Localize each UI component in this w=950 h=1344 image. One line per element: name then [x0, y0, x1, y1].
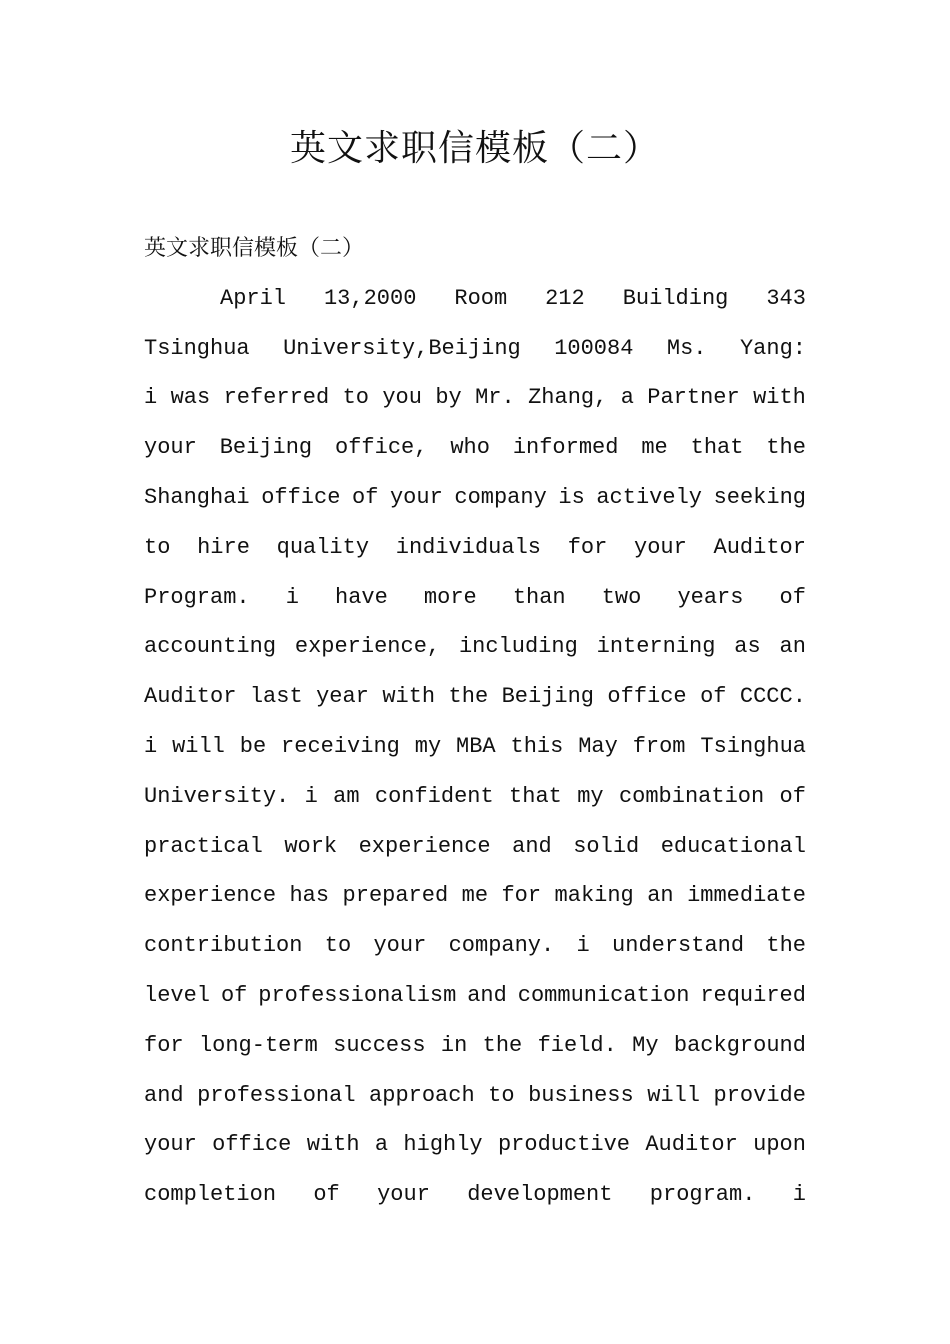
- word: individuals: [395, 534, 541, 560]
- word: to: [144, 534, 171, 560]
- word: quality: [276, 534, 370, 560]
- word: receiving: [281, 733, 400, 759]
- word: practical: [144, 833, 263, 859]
- text-line: [144, 324, 806, 374]
- word: contribution: [144, 933, 303, 959]
- word: 212: [545, 285, 585, 311]
- word: University,Beijing: [283, 335, 521, 361]
- word: with: [306, 1132, 360, 1158]
- word: for: [567, 534, 608, 560]
- text-line: [144, 423, 806, 473]
- word: for: [144, 1032, 184, 1058]
- word: your: [373, 933, 427, 959]
- word: a: [620, 385, 634, 411]
- text-line: [144, 523, 806, 573]
- word: am: [333, 783, 360, 809]
- word: i: [285, 584, 299, 610]
- word: Yang:: [739, 335, 806, 361]
- text-line: [144, 971, 806, 1021]
- word: the: [448, 684, 489, 710]
- word: me: [461, 883, 489, 909]
- text-line: [144, 871, 806, 921]
- text-line: [144, 921, 806, 971]
- word: success: [333, 1032, 426, 1058]
- word: i: [792, 1182, 806, 1208]
- word: office: [261, 484, 341, 510]
- word: solid: [573, 833, 640, 859]
- word: who: [450, 435, 490, 461]
- word: office,: [335, 435, 428, 461]
- word: upon: [753, 1132, 806, 1158]
- word: referred: [223, 385, 330, 411]
- word: informed: [512, 435, 619, 461]
- word: required: [700, 982, 806, 1008]
- word: background: [673, 1032, 806, 1058]
- letter-body: [144, 224, 806, 1220]
- word: approach: [369, 1082, 475, 1108]
- word: my: [414, 733, 442, 759]
- word: your: [377, 1182, 430, 1208]
- word: for: [501, 883, 542, 909]
- word: including: [458, 634, 578, 660]
- word: and: [467, 982, 507, 1008]
- word: professional: [197, 1082, 356, 1108]
- word: development: [467, 1182, 613, 1208]
- word: Auditor: [645, 1132, 738, 1158]
- word: with: [382, 684, 436, 710]
- word: Ms.: [666, 335, 707, 361]
- text-line: [144, 822, 806, 872]
- word: me: [641, 435, 668, 461]
- word: experience: [358, 833, 491, 859]
- word: of: [779, 783, 806, 809]
- word: Mr.: [475, 385, 515, 411]
- word: Shanghai: [144, 484, 250, 510]
- word: this: [510, 733, 564, 759]
- word: year: [316, 684, 369, 710]
- word: accounting: [144, 634, 277, 660]
- word: the: [766, 435, 806, 461]
- word: Auditor: [713, 534, 806, 560]
- word: 100084: [554, 335, 634, 361]
- word: your: [144, 435, 197, 461]
- word: educational: [660, 833, 806, 859]
- word: was: [170, 385, 211, 411]
- word: will: [647, 1082, 701, 1108]
- word: from: [632, 733, 686, 759]
- word: experience: [144, 883, 277, 909]
- word: i: [144, 385, 158, 411]
- word: interning: [596, 634, 716, 660]
- word: Zhang,: [528, 385, 608, 411]
- word: and: [512, 833, 552, 859]
- word: confident: [374, 783, 494, 809]
- text-line: [144, 1170, 806, 1220]
- text-line: [144, 573, 806, 623]
- word: making: [554, 883, 634, 909]
- word: your: [144, 1132, 197, 1158]
- word: of: [352, 484, 379, 510]
- word: you: [382, 385, 422, 411]
- text-line: [144, 772, 806, 822]
- word: that: [509, 783, 562, 809]
- word: completion: [144, 1182, 277, 1208]
- text-line: [144, 1021, 806, 1071]
- word: years: [677, 584, 744, 610]
- word: with: [753, 385, 806, 411]
- word: field.: [537, 1032, 617, 1058]
- word: hire: [197, 534, 250, 560]
- word: your: [634, 534, 687, 560]
- word: in: [440, 1032, 468, 1058]
- word: of: [700, 684, 727, 710]
- text-line: [144, 672, 806, 722]
- word: immediate: [687, 883, 806, 909]
- word: work: [284, 833, 338, 859]
- word: communication: [517, 982, 690, 1008]
- word: Room: [454, 285, 508, 311]
- word: company.: [448, 933, 555, 959]
- word: to: [488, 1082, 515, 1108]
- text-line: [144, 1071, 806, 1121]
- word: 13,2000: [323, 285, 417, 311]
- word: have: [335, 584, 388, 610]
- word: Tsinghua: [144, 335, 250, 361]
- document-subtitle: 英文求职信模板（二）: [144, 236, 365, 261]
- word: your: [389, 484, 443, 510]
- word: and: [144, 1082, 184, 1108]
- word: level: [144, 982, 211, 1008]
- word: than: [512, 584, 566, 610]
- word: i: [304, 783, 318, 809]
- word: Beijing: [219, 435, 313, 461]
- word: my: [577, 783, 604, 809]
- word: actively: [596, 484, 702, 510]
- word: of: [779, 584, 806, 610]
- text-line: [144, 622, 806, 672]
- word: the: [482, 1032, 523, 1058]
- text-line: [144, 373, 806, 423]
- word: combination: [618, 783, 765, 809]
- word: office: [212, 1132, 292, 1158]
- text-line: [144, 473, 806, 523]
- word: CCCC.: [739, 684, 806, 710]
- word: prepared: [342, 883, 449, 909]
- document-title: 英文求职信模板（二）: [289, 128, 660, 169]
- word: seeking: [713, 484, 806, 510]
- word: will: [172, 733, 225, 759]
- word: the: [766, 933, 806, 959]
- word: as: [734, 634, 761, 660]
- word: business: [528, 1082, 634, 1108]
- word: that: [690, 435, 744, 461]
- word: i: [576, 933, 590, 959]
- word: program.: [649, 1182, 756, 1208]
- word: office: [607, 684, 687, 710]
- word: provide: [713, 1082, 806, 1108]
- word: i: [144, 733, 158, 759]
- word: understand: [612, 933, 745, 959]
- word: of: [313, 1182, 340, 1208]
- word: a: [374, 1132, 389, 1158]
- word: Beijing: [501, 684, 594, 710]
- text-line: [144, 274, 806, 324]
- word: MBA: [456, 733, 496, 759]
- word: Program.: [144, 584, 250, 610]
- word: of: [220, 982, 248, 1008]
- word: highly: [403, 1132, 483, 1158]
- word: Auditor: [144, 684, 237, 710]
- text-line: [144, 722, 806, 772]
- word: University.: [144, 783, 290, 809]
- word: has: [289, 883, 330, 909]
- word: professionalism: [258, 982, 457, 1008]
- word: to: [324, 933, 352, 959]
- word: last: [249, 684, 303, 710]
- word: productive: [497, 1132, 631, 1158]
- word: two: [601, 584, 642, 610]
- word: an: [647, 883, 674, 909]
- word: is: [558, 484, 585, 510]
- word: to: [342, 385, 369, 411]
- text-line: [144, 1120, 806, 1170]
- word: May: [578, 733, 618, 759]
- word: Tsinghua: [700, 733, 806, 759]
- word: 343: [766, 285, 806, 311]
- word: by: [435, 385, 462, 411]
- word: an: [779, 634, 806, 660]
- word: experience,: [294, 634, 441, 660]
- word: be: [239, 733, 267, 759]
- word: My: [632, 1032, 659, 1058]
- word: company: [454, 484, 547, 510]
- word: Building: [622, 285, 729, 311]
- word: long-term: [198, 1032, 318, 1058]
- word: April: [220, 285, 287, 311]
- word: Partner: [647, 385, 740, 411]
- word: more: [423, 584, 477, 610]
